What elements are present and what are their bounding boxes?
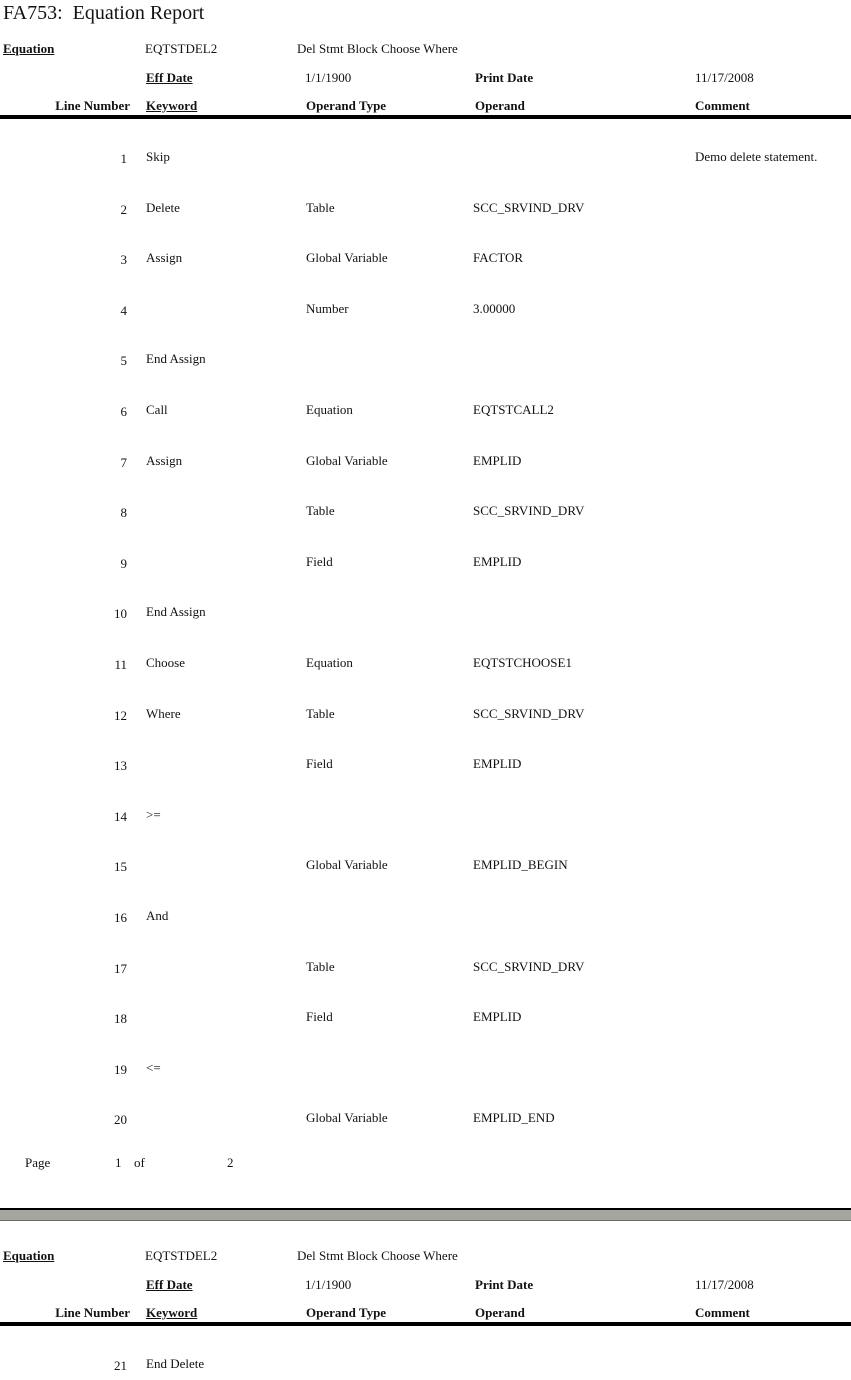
print-date-value: 11/17/2008 [695, 70, 754, 85]
cell-operand: EQTSTCHOOSE1 [473, 655, 572, 670]
cell-operand: 3.00000 [473, 301, 516, 316]
cell-line-number: 17 [114, 961, 127, 976]
cell-keyword: Delete [146, 200, 180, 215]
cell-operand-type [306, 808, 473, 828]
column-header-comment: Comment [695, 98, 750, 113]
cell-operand [473, 909, 695, 929]
column-headers-row [0, 98, 851, 114]
cell-operand-type: Table [306, 959, 335, 974]
cell-operand [473, 150, 695, 170]
cell-operand-type: Table [306, 706, 335, 721]
table-row [0, 170, 851, 221]
page-number: 1 [115, 1155, 122, 1170]
eff-date-value: 1/1/1900 [305, 70, 352, 85]
cell-comment [695, 909, 851, 929]
of-label: of [134, 1155, 145, 1170]
cell-operand-type [306, 1357, 473, 1377]
cell-comment [695, 555, 851, 575]
cell-comment [695, 858, 851, 878]
cell-line-number: 6 [120, 404, 127, 419]
cell-comment [695, 707, 851, 727]
cell-operand-type: Field [306, 757, 333, 772]
cell-comment [695, 605, 851, 625]
cell-keyword: Call [146, 402, 168, 417]
cell-operand-type: Number [306, 301, 349, 316]
cell-keyword: Assign [146, 453, 183, 468]
cell-operand: SCC_SRVIND_DRV [473, 200, 585, 215]
cell-operand-type: Global Variable [306, 858, 388, 873]
cell-line-number: 18 [114, 1012, 127, 1027]
cell-comment [695, 656, 851, 676]
equation-description: Del Stmt Block Choose Where [297, 41, 458, 56]
cell-line-number: 20 [114, 1113, 127, 1128]
table-row [0, 372, 851, 423]
table-row [0, 423, 851, 474]
cell-operand-type [306, 605, 473, 625]
column-header-keyword: Keyword [146, 1305, 198, 1320]
cell-keyword: Where [146, 706, 181, 721]
cell-line-number: 7 [120, 455, 127, 470]
cell-line-number: 13 [114, 759, 127, 774]
cell-comment [695, 1357, 851, 1377]
equation-lines-page-2 [0, 1326, 851, 1377]
cell-operand [473, 352, 695, 372]
cell-comment [695, 302, 851, 322]
cell-keyword [146, 1010, 306, 1030]
cell-line-number: 16 [114, 910, 127, 925]
cell-operand: EMPLID [473, 1010, 522, 1025]
cell-line-number: 9 [120, 556, 127, 571]
cell-operand: EMPLID_END [473, 1111, 555, 1126]
cell-keyword [146, 858, 306, 878]
equation-lines-page-1 [0, 119, 851, 1131]
cell-keyword: Skip [146, 150, 170, 164]
cell-keyword: >= [146, 807, 161, 822]
cell-keyword [146, 555, 306, 575]
equation-row [0, 1248, 851, 1264]
cell-comment [695, 504, 851, 524]
column-header-operand: Operand [475, 98, 525, 113]
cell-line-number: 4 [120, 303, 127, 318]
equation-description: Del Stmt Block Choose Where [297, 1248, 458, 1263]
cell-operand: SCC_SRVIND_DRV [473, 706, 585, 721]
cell-keyword: And [146, 908, 169, 923]
print-date-value: 11/17/2008 [695, 1277, 754, 1292]
table-row [0, 929, 851, 980]
cell-operand: EMPLID [473, 757, 522, 772]
cell-operand-type: Global Variable [306, 251, 388, 266]
report-page-2 [0, 1221, 851, 1380]
table-row [0, 979, 851, 1030]
cell-comment [695, 1111, 851, 1131]
cell-operand-type: Table [306, 504, 335, 519]
cell-operand: EMPLID_BEGIN [473, 858, 568, 873]
table-row [0, 119, 851, 170]
equation-code: EQTSTDEL2 [145, 1248, 218, 1263]
report-header [0, 1248, 851, 1326]
dates-row [0, 1277, 851, 1293]
cell-line-number: 14 [114, 809, 127, 824]
print-date-label: Print Date [475, 70, 534, 85]
cell-operand-type [306, 352, 473, 372]
cell-line-number: 11 [114, 657, 127, 672]
equation-label: Equation [3, 41, 55, 56]
column-header-line-number: Line Number [55, 1305, 130, 1320]
table-row [0, 574, 851, 625]
cell-operand: FACTOR [473, 251, 524, 266]
cell-comment [695, 960, 851, 980]
table-row [0, 676, 851, 727]
total-pages: 2 [227, 1155, 234, 1170]
cell-operand-type: Field [306, 554, 333, 569]
table-row [0, 777, 851, 828]
cell-line-number: 19 [114, 1062, 127, 1077]
cell-operand: SCC_SRVIND_DRV [473, 959, 585, 974]
table-row [0, 827, 851, 878]
cell-keyword: <= [146, 1060, 161, 1075]
cell-operand: EQTSTCALL2 [473, 402, 554, 417]
cell-comment [695, 757, 851, 777]
cell-keyword: Choose [146, 655, 185, 670]
print-date-label: Print Date [475, 1277, 534, 1292]
cell-keyword: End Assign [146, 352, 206, 367]
table-row [0, 524, 851, 575]
page-break-bar [0, 1208, 851, 1221]
cell-operand-type: Field [306, 1010, 333, 1025]
eff-date-label: Eff Date [146, 1277, 193, 1292]
cell-keyword: End Assign [146, 605, 206, 620]
column-header-keyword: Keyword [146, 98, 198, 113]
cell-comment [695, 454, 851, 474]
cell-line-number: 12 [114, 708, 127, 723]
cell-keyword: End Delete [146, 1357, 205, 1371]
cell-line-number: 8 [120, 506, 127, 521]
equation-label: Equation [3, 1248, 55, 1263]
column-headers-row [0, 1305, 851, 1321]
cell-keyword [146, 757, 306, 777]
table-row [0, 625, 851, 676]
table-row [0, 1080, 851, 1131]
cell-comment [695, 1061, 851, 1081]
cell-line-number: 15 [114, 860, 127, 875]
page-footer [0, 1155, 851, 1171]
cell-line-number: 3 [120, 253, 127, 268]
eff-date-label: Eff Date [146, 70, 193, 85]
cell-keyword [146, 960, 306, 980]
table-row [0, 271, 851, 322]
eff-date-value: 1/1/1900 [305, 1277, 352, 1292]
table-row [0, 220, 851, 271]
table-row [0, 321, 851, 372]
table-row [0, 726, 851, 777]
column-header-operand-type: Operand Type [306, 1305, 387, 1320]
cell-operand-type: Equation [306, 655, 353, 670]
equation-row [0, 41, 851, 57]
cell-line-number: 10 [114, 607, 127, 622]
cell-operand [473, 1061, 695, 1081]
cell-comment [695, 403, 851, 423]
cell-line-number: 5 [120, 354, 127, 369]
cell-operand-type [306, 1061, 473, 1081]
cell-comment: Demo delete statement. [695, 150, 818, 164]
column-header-operand: Operand [475, 1305, 525, 1320]
cell-keyword: Assign [146, 251, 183, 266]
cell-keyword [146, 504, 306, 524]
table-row [0, 473, 851, 524]
column-header-operand-type: Operand Type [306, 98, 387, 113]
dates-row [0, 70, 851, 86]
cell-operand-type: Global Variable [306, 453, 388, 468]
table-row [0, 1030, 851, 1081]
cell-operand [473, 605, 695, 625]
page-label: Page [25, 1155, 51, 1170]
cell-operand: EMPLID [473, 554, 522, 569]
cell-operand [473, 1357, 695, 1377]
column-header-comment: Comment [695, 1305, 750, 1320]
cell-comment [695, 201, 851, 221]
cell-line-number: 2 [120, 202, 127, 217]
cell-operand: SCC_SRVIND_DRV [473, 504, 585, 519]
cell-operand: EMPLID [473, 453, 522, 468]
cell-keyword [146, 1111, 306, 1131]
cell-comment [695, 808, 851, 828]
report-header [0, 41, 851, 119]
cell-operand-type: Global Variable [306, 1111, 388, 1126]
cell-operand [473, 808, 695, 828]
cell-operand-type [306, 909, 473, 929]
report-title: FA753: Equation Report [3, 2, 205, 24]
cell-line-number: 1 [120, 152, 127, 166]
cell-keyword [146, 302, 306, 322]
cell-operand-type [306, 150, 473, 170]
table-row [0, 1326, 851, 1377]
equation-code: EQTSTDEL2 [145, 41, 218, 56]
column-header-line-number: Line Number [55, 98, 130, 113]
table-row [0, 878, 851, 929]
cell-operand-type: Equation [306, 402, 353, 417]
cell-comment [695, 352, 851, 372]
cell-operand-type: Table [306, 200, 335, 215]
cell-comment [695, 251, 851, 271]
cell-comment [695, 1010, 851, 1030]
cell-line-number: 21 [114, 1359, 127, 1373]
